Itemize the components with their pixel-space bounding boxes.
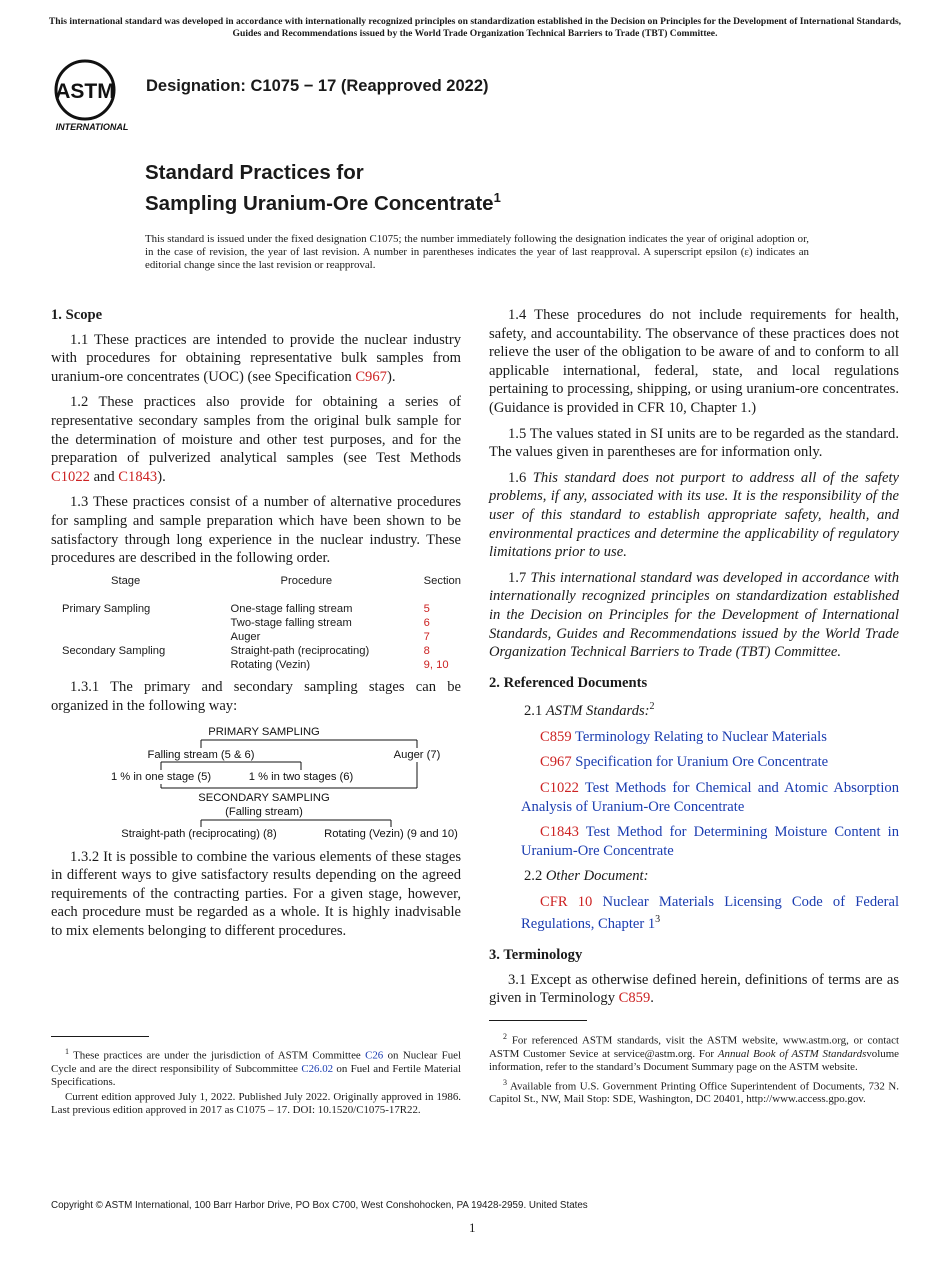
- reference-title[interactable]: Test Methods for Chemical and Atomic Absorption Analysis of Uranium-Ore Concentrate: [521, 779, 900, 815]
- link-c26-02[interactable]: C26.02: [301, 1062, 334, 1075]
- cell-procedure: Two-stage falling stream: [230, 617, 352, 630]
- footnote-1-text-a: These practices are under the jurisdiction of ASTM Committee: [69, 1049, 366, 1062]
- table-row: [51, 616, 461, 630]
- paragraph-1-1: [51, 331, 461, 387]
- paragraph-1-7: [489, 569, 899, 662]
- p3-1-end: .: [650, 990, 654, 1007]
- diagram-one-stage: 1 % in one stage (5): [110, 770, 212, 783]
- reference-code[interactable]: C1843: [540, 824, 579, 841]
- footnote-3-mark: 3: [503, 1077, 507, 1087]
- astm-standards-subheading: [489, 698, 899, 720]
- reference-item[interactable]: [489, 823, 899, 860]
- astm-logo-mark: [55, 61, 128, 132]
- referenced-documents-heading: 2. Referenced Documents: [489, 674, 648, 691]
- page-number: 1: [469, 1220, 476, 1235]
- p1-6-text: This standard does not purport to address all of the safety problems, if any, associated with its use. It is the responsibility of the user of this standard to establish appropriate safety, health, and environmental practices and determine the applicability of regulatory limitations prior to use.: [489, 469, 899, 561]
- table-header-section: Section: [423, 574, 461, 587]
- footnote-rule-left: [51, 1036, 149, 1037]
- copyright-notice: Copyright © ASTM International, 100 Barr Harbor Drive, PO Box C700, West Conshohocken, PA 19428-2959. United States: [51, 1200, 588, 1211]
- astm-logo: [52, 57, 136, 135]
- footnote-1-text-b: on Nuclear Fuel Cycle and are the direct responsibility of Subcommittee: [51, 1049, 462, 1075]
- referenced-documents-list: [489, 698, 899, 934]
- astm-reference-items: [489, 728, 899, 861]
- diagram-secondary-sub: (Falling stream): [225, 805, 303, 818]
- cell-procedure: Straight-path (reciprocating): [230, 645, 370, 658]
- cell-section[interactable]: 7: [423, 631, 430, 644]
- page-title: [145, 160, 501, 216]
- other-document-subheading: [489, 867, 899, 886]
- p1-1-text: 1.1 These practices are intended to provide the nuclear industry with procedures for obtaining representative bulk samples from uranium-ore concentrates (UOC) (see Specification: [51, 331, 461, 385]
- table-row: [51, 602, 461, 616]
- reference-footnote-mark: 3: [655, 914, 661, 926]
- link-c1022[interactable]: C1022: [51, 468, 90, 485]
- footnote-2-mark: 2: [503, 1032, 507, 1041]
- p1-1-end: ).: [386, 368, 396, 385]
- title-line-1: Standard Practices for: [145, 161, 364, 184]
- reference-title[interactable]: Test Method for Determining Moisture Content in Uranium-Ore Concentrate: [521, 824, 899, 859]
- link-c859[interactable]: C859: [618, 990, 651, 1007]
- cell-section[interactable]: 5: [423, 603, 430, 616]
- sub2-text: Other Document:: [545, 868, 649, 885]
- sub1-text: ASTM Standards:: [545, 703, 650, 720]
- footnote-2-text-a: For referenced ASTM standards, visit the ASTM website, www.astm.org, or contact ASTM Customer Sevice at service@astm.org. For: [489, 1034, 899, 1060]
- reference-item[interactable]: [489, 753, 899, 772]
- stage-procedure-table: [51, 572, 461, 673]
- table-header-procedure: Procedure: [280, 574, 333, 587]
- title-line-2: [145, 185, 501, 216]
- paragraph-1-2: [51, 393, 461, 486]
- cell-stage: [51, 630, 231, 644]
- footnotes-right: [489, 1030, 899, 1107]
- cell-section[interactable]: 9, 10: [423, 659, 449, 672]
- left-column: [51, 306, 461, 947]
- reference-title[interactable]: Specification for Uranium Ore Concentrate: [575, 754, 829, 771]
- reference-code[interactable]: C859: [540, 728, 572, 745]
- cell-section[interactable]: 8: [423, 645, 430, 658]
- link-c967[interactable]: C967: [355, 368, 387, 385]
- title-line-2-text: Sampling Uranium-Ore Concentrate: [145, 191, 494, 215]
- cell-stage: [51, 616, 231, 630]
- sub1-footnote-mark: 2: [649, 701, 655, 713]
- cell-procedure: One-stage falling stream: [230, 603, 353, 616]
- table-header-row: [51, 572, 461, 603]
- paragraph-1-3-2: 1.3.2 It is possible to combine the various elements of these stages in different ways to give satisfactory results depending on the agreed requirements of the contracting parties. For a given stage, however, each procedure must be regarded as a whole. It is highly inadvisable to mix elements belonging to different procedures.: [51, 848, 461, 939]
- scope-heading: 1. Scope: [51, 307, 103, 323]
- reference-item[interactable]: [489, 779, 899, 816]
- link-c1843[interactable]: C1843: [118, 468, 158, 485]
- paragraph-1-3: 1.3 These practices consist of a number of alternative procedures for sampling and sample preparation which have been shown to be satisfactory through long experience in the nuclear industry. These procedures are described in the following order.: [51, 494, 461, 567]
- table-row: [51, 630, 461, 644]
- p1-2-end: ).: [157, 468, 166, 485]
- reference-code[interactable]: CFR 10: [540, 893, 593, 910]
- table-header-stage: Stage: [111, 574, 141, 587]
- table-row: [51, 658, 461, 672]
- reference-title[interactable]: Nuclear Materials Licensing Code of Federal Regulations, Chapter 1: [521, 893, 899, 933]
- designation: Designation: C1075 − 17 (Reapproved 2022): [146, 77, 489, 95]
- cell-procedure: Auger: [230, 631, 261, 644]
- cell-stage: Secondary Sampling: [62, 645, 166, 658]
- paragraph-3-1: [489, 971, 899, 1008]
- standard-notice: This standard is issued under the fixed designation C1075; the number immediately following the designation indicates the year of original adoption or, in the case of revision, the year of last revision. A number in parentheses indicates the year of last reapproval. A superscript epsilon (ε) indicates an editorial change since the last revision or reapproval.: [145, 233, 809, 271]
- diagram-primary-label: PRIMARY SAMPLING: [208, 725, 320, 738]
- diagram-straight-path: Straight-path (reciprocating) (8): [121, 827, 277, 840]
- terminology-heading: 3. Terminology: [489, 946, 583, 963]
- paragraph-1-3-1: 1.3.1 The primary and secondary sampling stages can be organized in the following way:: [51, 679, 461, 714]
- reference-code[interactable]: C1022: [540, 779, 579, 796]
- p1-7-number: 1.7: [508, 569, 531, 586]
- footnote-3: [489, 1076, 899, 1107]
- footnote-2-book-title: Annual Book of ASTM Standards: [717, 1047, 867, 1060]
- footnote-1-text-c: on Fuel and Fertile Material Specifications.: [51, 1062, 461, 1089]
- footnote-1: [51, 1045, 461, 1090]
- p1-6-number: 1.6: [508, 469, 533, 486]
- footnote-2-text-b: volume information, refer to the standard’s Document Summary page on the ASTM website.: [489, 1047, 899, 1074]
- cell-procedure: Rotating (Vezin): [230, 659, 311, 672]
- footnote-rule-right: [489, 1020, 587, 1021]
- diagram-auger: Auger (7): [393, 748, 441, 761]
- footnote-3-text: Available from U.S. Government Printing Office Superintendent of Documents, 732 N. Capitol St., NW, Mail Stop: SDE, Washington, DC 20401, http://www.access.gpo.gov.: [489, 1080, 899, 1106]
- top-notice: This international standard was developed in accordance with internationally recognized principles on standardization established in the Decision on Principles for the Development of International Standards, Guides and Recommendations issued by the World Trade Organization Technical Barriers to Trade (TBT) Committee.: [48, 16, 902, 39]
- logo-subtext: INTERNATIONAL: [55, 122, 129, 132]
- logo-text: ASTM: [55, 80, 115, 103]
- reference-item[interactable]: [489, 728, 899, 747]
- p1-7-text: This international standard was developed in accordance with internationally recognized principles on standardization established in the Decision on Principles for the Development of International Standards, Guides and Recommendations issued by the World Trade Organization Technical Barriers to Trade (TBT) Committee.: [489, 569, 900, 661]
- footnotes-left: [51, 1045, 461, 1117]
- cell-stage: Primary Sampling: [62, 603, 151, 616]
- paragraph-1-5: 1.5 The values stated in SI units are to be regarded as the standard. The values given in parentheses are for information only.: [489, 425, 899, 461]
- reference-code[interactable]: C967: [540, 754, 572, 771]
- sub1-number: 2.1: [524, 703, 546, 720]
- p1-2-text: 1.2 These practices also provide for obtaining a series of representative secondary samples from the original bulk sample for the determination of moisture and other test purposes, and for the preparation of pulverized analytical samples (see Test Methods: [51, 394, 461, 467]
- p1-2-and: and: [89, 468, 119, 485]
- diagram-two-stages: 1 % in two stages (6): [248, 770, 354, 783]
- title-footnote-mark: 1: [493, 190, 501, 205]
- reference-item-cfr[interactable]: [489, 893, 899, 934]
- paragraph-1-4: 1.4 These procedures do not include requirements for health, safety, and accountability. The observance of these practices does not relieve the user of the obligation to be aware of and to conform to all applicable international, federal, state, and local regulations pertaining to processing, shipping, or using uranium-ore concentrates. (Guidance is provided in CFR 10, Chapter 1.): [489, 307, 899, 416]
- diagram-rotating: Rotating (Vezin) (9 and 10): [324, 827, 458, 840]
- cell-stage: [51, 658, 231, 672]
- table-row: [51, 644, 461, 658]
- right-column: [489, 306, 899, 1015]
- footnote-2: [489, 1030, 899, 1075]
- sub2-number: 2.2: [524, 868, 546, 885]
- sampling-flow-diagram: [51, 718, 461, 840]
- diagram-secondary-label: SECONDARY SAMPLING: [198, 791, 330, 804]
- paragraph-1-6: [489, 469, 899, 562]
- table-body: [51, 602, 461, 672]
- footnote-1-edition: Current edition approved July 1, 2022. Published July 2022. Originally approved in 1986. Last previous edition approved in 2017 as C1075 – 17. DOI: 10.1520/C1075-17R22.: [51, 1090, 461, 1116]
- footnote-1-mark: 1: [65, 1047, 69, 1056]
- cell-section[interactable]: 6: [423, 617, 430, 630]
- reference-title[interactable]: Terminology Relating to Nuclear Materials: [575, 728, 827, 745]
- link-c26[interactable]: C26: [365, 1049, 384, 1062]
- diagram-falling-stream: Falling stream (5 & 6): [147, 748, 255, 761]
- p3-1-text: 3.1 Except as otherwise defined herein, definitions of terms are as given in Terminology: [489, 971, 899, 1007]
